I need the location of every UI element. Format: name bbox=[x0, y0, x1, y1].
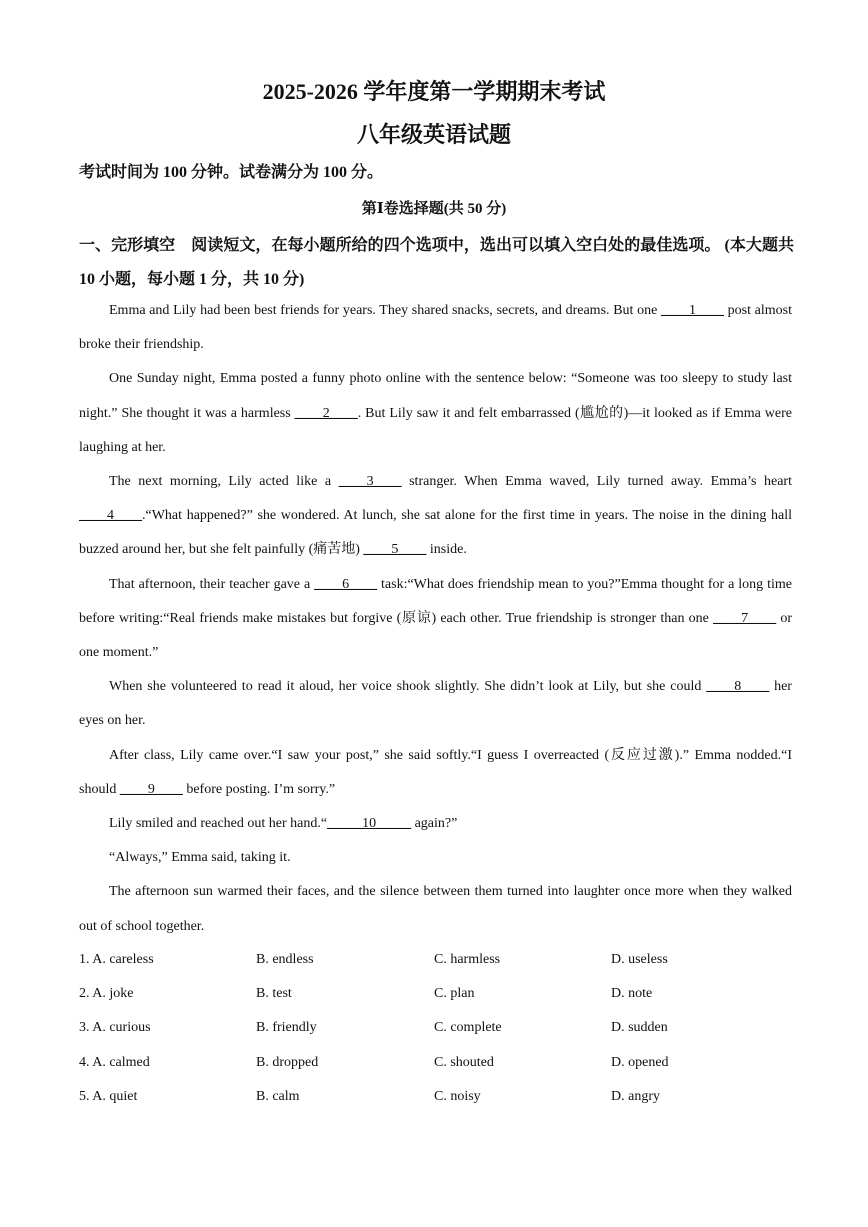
blank-3: ____3____ bbox=[338, 474, 402, 490]
option-a: 2. A. joke bbox=[79, 986, 134, 1002]
passage-text: or one moment.” bbox=[79, 610, 792, 661]
option-a: 4. A. calmed bbox=[79, 1054, 150, 1070]
option-d: D. opened bbox=[611, 1054, 669, 1070]
passage-text: One Sunday night, Emma posted a funny photo online with the sentence below: “Someone was too sleepy to study last night.” She thought it was a harmless bbox=[79, 371, 792, 421]
passage-text: After class, Lily came over.“I saw your post,” she said softly.“I guess I overreacted (反应过激).” Emma nodded.“I should bbox=[79, 747, 792, 797]
passage-text: stranger. When Emma waved, Lily turned away. Emma’s heart bbox=[401, 474, 792, 490]
section-heading: 第Ⅰ卷选择题(共 50 分) bbox=[361, 201, 507, 217]
option-row bbox=[79, 1080, 792, 1114]
passage-paragraph bbox=[79, 465, 792, 568]
option-row bbox=[79, 1046, 792, 1080]
option-a: 1. A. careless bbox=[79, 952, 154, 967]
option-b: B. test bbox=[256, 986, 292, 1002]
passage-paragraph bbox=[79, 362, 792, 465]
blank-7: ____7____ bbox=[713, 610, 777, 626]
exam-info: 考试时间为 100 分钟。试卷满分为 100 分。 bbox=[79, 164, 384, 181]
passage-paragraph: The afternoon sun warmed their faces, and the silence between them turned into laughter once more when they walked out of school together. bbox=[79, 884, 792, 934]
passage-paragraph bbox=[79, 739, 792, 807]
option-a: 3. A. curious bbox=[79, 1020, 151, 1036]
option-a: 5. A. quiet bbox=[79, 1088, 138, 1104]
passage-text: before posting. I’m sorry.” bbox=[182, 781, 336, 797]
passage-paragraph: “Always,” Emma said, taking it. bbox=[109, 850, 291, 866]
option-d: D. angry bbox=[611, 1088, 660, 1104]
passage-text: post almost broke their friendship. bbox=[79, 303, 792, 353]
blank-6: ____6____ bbox=[314, 576, 378, 592]
passage-text: again?” bbox=[411, 816, 458, 832]
option-row bbox=[79, 1011, 792, 1045]
passage-paragraph bbox=[79, 568, 792, 671]
passage-text: . But Lily saw it and felt embarrassed (尴尬的)—it looked as if Emma were laughing at her. bbox=[79, 405, 792, 455]
blank-8: ____8____ bbox=[706, 679, 770, 695]
passage-text: inside. bbox=[426, 542, 467, 558]
answer-options bbox=[79, 943, 792, 1114]
blank-4: ____4____ bbox=[79, 508, 142, 524]
passage-text: task:“What does friendship mean to you?”Emma thought for a long time before writing:“Real friends make mistakes but forgive (原谅) each other. True friendship is stronger than one bbox=[79, 576, 792, 626]
passage-text: Emma and Lily had been best friends for years. They shared snacks, secrets, and dreams. But one bbox=[109, 303, 661, 318]
blank-5: ____5____ bbox=[363, 542, 427, 558]
blank-10: _____10_____ bbox=[327, 816, 412, 832]
option-c: C. harmless bbox=[434, 952, 501, 967]
exam-title: 2025-2026 学年度第一学期期末考试 bbox=[262, 79, 606, 104]
option-c: C. complete bbox=[434, 1020, 502, 1036]
cloze-passage bbox=[79, 294, 792, 944]
option-b: B. calm bbox=[256, 1088, 300, 1104]
option-b: B. dropped bbox=[256, 1054, 319, 1070]
passage-text: The next morning, Lily acted like a bbox=[109, 474, 339, 490]
passage-paragraph bbox=[79, 670, 792, 738]
option-row bbox=[79, 943, 792, 977]
option-d: D. sudden bbox=[611, 1020, 668, 1036]
option-row bbox=[79, 977, 792, 1011]
passage-text: When she volunteered to read it aloud, her voice shook slightly. She didn’t look at Lily, but she could bbox=[109, 679, 707, 695]
blank-2: ____2____ bbox=[294, 405, 358, 421]
option-c: C. plan bbox=[434, 986, 475, 1002]
passage-text: her eyes on her. bbox=[79, 679, 792, 729]
option-d: D. useless bbox=[611, 952, 668, 967]
option-b: B. friendly bbox=[256, 1020, 317, 1036]
blank-1: ____1____ bbox=[660, 303, 724, 318]
passage-paragraph bbox=[79, 807, 792, 841]
passage-paragraph bbox=[79, 294, 792, 362]
passage-text: .“What happened?” she wondered. At lunch, she sat alone for the first time in years. The noise in the dining hall buzzed around her, but she felt painfully (痛苦地) bbox=[79, 508, 792, 558]
section-instruction: 一、完形填空 阅读短文，在每小题所给的四个选项中，选出可以填入空白处的最佳选项。 (本大题共 10 小题，每小题 1 分，共 10 分) bbox=[79, 237, 794, 288]
passage-text: That afternoon, their teacher gave a bbox=[109, 576, 315, 592]
blank-9: ____9____ bbox=[119, 781, 183, 797]
option-d: D. note bbox=[611, 986, 653, 1002]
passage-text: Lily smiled and reached out her hand.“ bbox=[109, 816, 328, 832]
option-c: C. shouted bbox=[434, 1054, 494, 1070]
option-c: C. noisy bbox=[434, 1088, 481, 1104]
option-b: B. endless bbox=[256, 952, 314, 967]
exam-subtitle: 八年级英语试题 bbox=[356, 122, 511, 147]
